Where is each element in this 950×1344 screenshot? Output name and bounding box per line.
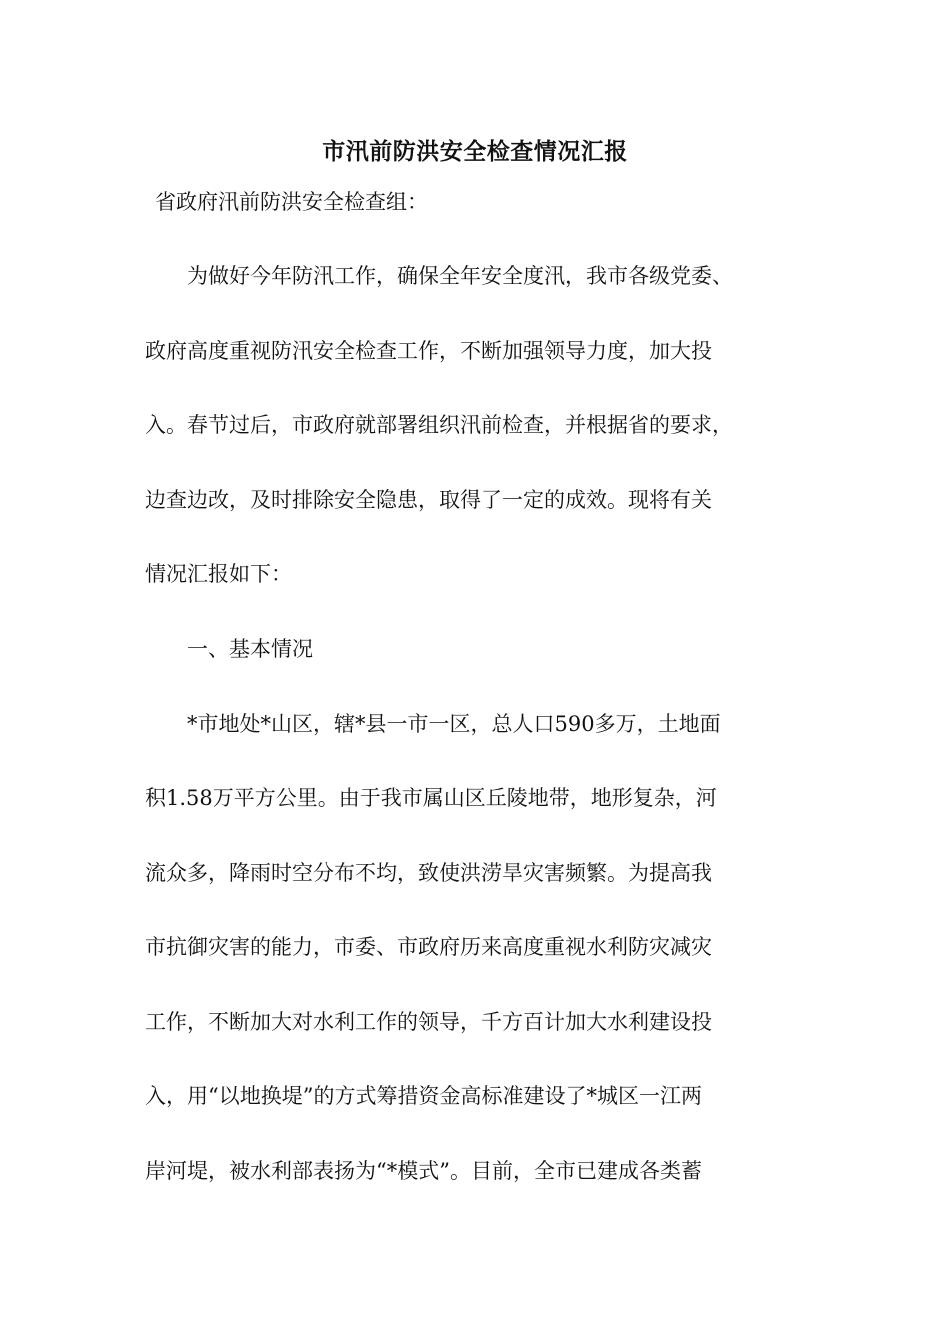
body-line: 工作，不断加大对水利工作的领导，千方百计加大水利建设投 [145,1010,712,1034]
body-line: 边查边改，及时排除安全隐患，取得了一定的成效。现将有关 [145,488,712,512]
document-title: 市汛前防洪安全检查情况汇报 [322,139,628,165]
body-line: 情况汇报如下： [145,562,292,586]
salutation: 省政府汛前防洪安全检查组： [155,190,428,214]
body-line: 市抗御灾害的能力，市委、市政府历来高度重视水利防灾减灾 [145,935,712,959]
body-line: 入。春节过后，市政府就部署组织汛前检查，并根据省的要求， [145,413,733,437]
body-line: *市地处*山区，辖*县一市一区，总人口590多万，土地面 [145,712,721,736]
body-line: 流众多，降雨时空分布不均，致使洪涝旱灾害频繁。为提高我 [145,861,712,885]
body-line: 政府高度重视防汛安全检查工作，不断加强领导力度，加大投 [145,339,712,363]
section-heading: 一、基本情况 [145,637,313,661]
body-line: 入，用“以地换堤”的方式筹措资金高标准建设了*城区一江两 [145,1084,702,1108]
body-line: 为做好今年防汛工作，确保全年安全度汛，我市各级党委、 [145,264,733,288]
body-line: 岸河堤，被水利部表扬为“*模式”。目前，全市已建成各类蓄 [145,1159,702,1183]
body-line: 积1.58万平方公里。由于我市属山区丘陵地带，地形复杂，河 [145,786,717,810]
